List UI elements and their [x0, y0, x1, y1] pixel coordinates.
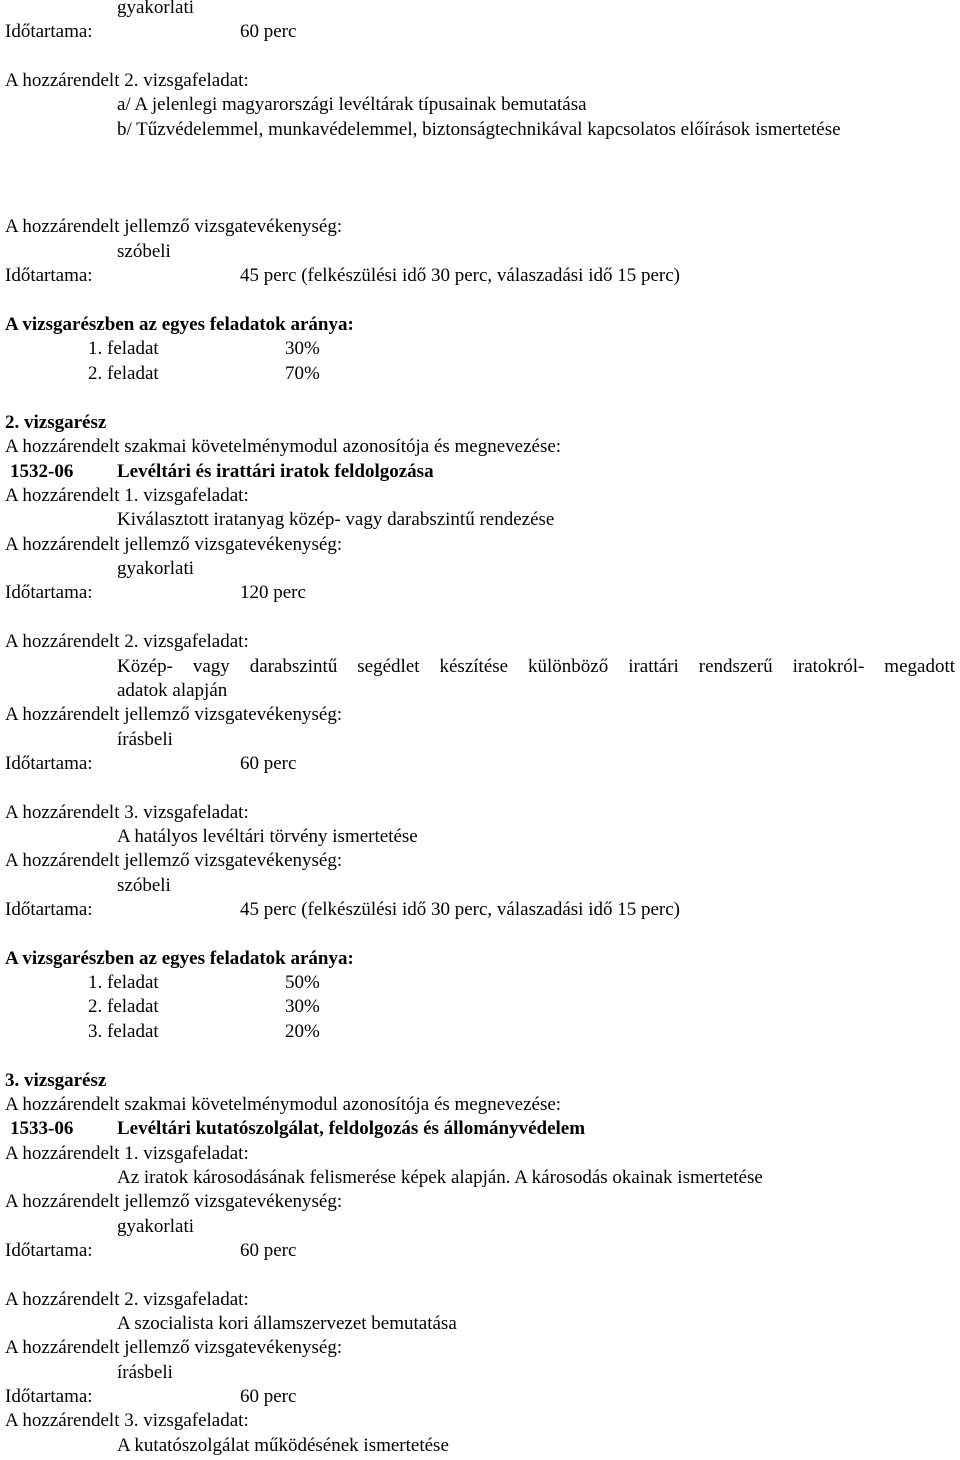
duration-label: Időtartama:: [5, 753, 93, 774]
task-description: a/ A jelenlegi magyarországi levéltárak típusainak bemutatása: [117, 94, 587, 115]
activity-value: gyakorlati: [117, 1216, 195, 1237]
task-label: A hozzárendelt 1. vizsgafeladat:: [5, 485, 249, 506]
activity-label: A hozzárendelt jellemző vizsgatevékenység:: [5, 704, 343, 725]
duration-value: 60 perc: [240, 21, 297, 42]
section-heading: 2. vizsgarész: [5, 412, 107, 433]
ratio-percent: 50%: [285, 972, 320, 993]
module-code: 1533-06: [10, 1118, 74, 1139]
task-description: A szocialista kori államszervezet bemutatása: [117, 1313, 457, 1334]
duration-value: 60 perc: [240, 1240, 297, 1261]
ratio-percent: 30%: [285, 338, 320, 359]
duration-label: Időtartama:: [5, 582, 93, 603]
activity-value: szóbeli: [117, 875, 171, 896]
ratio-task: 2. feladat: [88, 996, 159, 1017]
ratio-task: 3. feladat: [88, 1021, 159, 1042]
module-name: Levéltári és irattári iratok feldolgozása: [117, 461, 434, 482]
module-label: A hozzárendelt szakmai követelménymodul azonosítója és megnevezése:: [5, 1094, 562, 1115]
task-label: A hozzárendelt 2. vizsgafeladat:: [5, 1289, 249, 1310]
duration-value: 60 perc: [240, 753, 297, 774]
ratio-heading: A vizsgarészben az egyes feladatok aránya:: [5, 948, 354, 969]
duration-value: 45 perc (felkészülési idő 30 perc, válaszadási idő 15 perc): [240, 899, 680, 920]
duration-label: Időtartama:: [5, 1240, 93, 1261]
module-name: Levéltári kutatószolgálat, feldolgozás és állományvédelem: [117, 1118, 586, 1139]
task-description: adatok alapján: [117, 680, 228, 701]
task-description: Közép- vagy darabszintű segédlet készítése különböző irattári rendszerű iratokról- megadott: [117, 656, 955, 677]
duration-value: 120 perc: [240, 582, 306, 603]
ratio-task: 2. feladat: [88, 363, 159, 384]
task-label: A hozzárendelt 3. vizsgafeladat:: [5, 1410, 249, 1431]
task-description: Kiválasztott iratanyag közép- vagy darabszintű rendezése: [117, 509, 555, 530]
task-description: Az iratok károsodásának felismerése képek alapján. A károsodás okainak ismertetése: [117, 1167, 763, 1188]
ratio-percent: 30%: [285, 996, 320, 1017]
duration-label: Időtartama:: [5, 21, 93, 42]
section-heading: 3. vizsgarész: [5, 1070, 107, 1091]
activity-value: gyakorlati: [117, 558, 195, 579]
duration-value: 60 perc: [240, 1386, 297, 1407]
ratio-task: 1. feladat: [88, 338, 159, 359]
duration-label: Időtartama:: [5, 1386, 93, 1407]
task-description: A kutatószolgálat működésének ismertetése: [117, 1435, 449, 1456]
activity-label: A hozzárendelt jellemző vizsgatevékenység:: [5, 216, 343, 237]
duration-label: Időtartama:: [5, 899, 93, 920]
module-label: A hozzárendelt szakmai követelménymodul azonosítója és megnevezése:: [5, 436, 562, 457]
task-label: A hozzárendelt 2. vizsgafeladat:: [5, 631, 249, 652]
task-description: b/ Tűzvédelemmel, munkavédelemmel, biztonságtechnikával kapcsolatos előírások ismertetése: [117, 119, 841, 140]
ratio-percent: 20%: [285, 1021, 320, 1042]
task-label: A hozzárendelt 1. vizsgafeladat:: [5, 1143, 249, 1164]
activity-value: szóbeli: [117, 241, 171, 262]
activity-label: A hozzárendelt jellemző vizsgatevékenység:: [5, 534, 343, 555]
activity-label: A hozzárendelt jellemző vizsgatevékenység:: [5, 1337, 343, 1358]
activity-label: A hozzárendelt jellemző vizsgatevékenység:: [5, 1191, 343, 1212]
activity-value: írásbeli: [117, 1362, 173, 1383]
task-label: A hozzárendelt 2. vizsgafeladat:: [5, 70, 249, 91]
task-description: A hatályos levéltári törvény ismertetése: [117, 826, 418, 847]
duration-value: 45 perc (felkészülési idő 30 perc, válaszadási idő 15 perc): [240, 265, 680, 286]
module-code: 1532-06: [10, 461, 74, 482]
activity-value: írásbeli: [117, 729, 173, 750]
ratio-heading: A vizsgarészben az egyes feladatok aránya:: [5, 314, 354, 335]
activity-label: A hozzárendelt jellemző vizsgatevékenység:: [5, 850, 343, 871]
duration-label: Időtartama:: [5, 265, 93, 286]
ratio-percent: 70%: [285, 363, 320, 384]
ratio-task: 1. feladat: [88, 972, 159, 993]
task-label: A hozzárendelt 3. vizsgafeladat:: [5, 802, 249, 823]
activity-value: gyakorlati: [117, 0, 195, 18]
